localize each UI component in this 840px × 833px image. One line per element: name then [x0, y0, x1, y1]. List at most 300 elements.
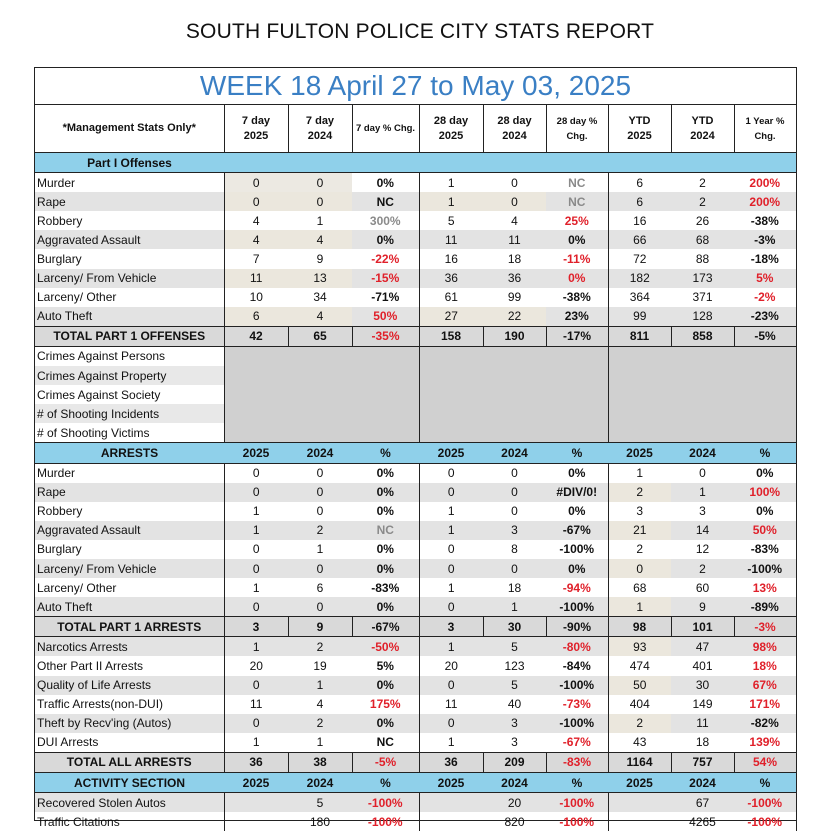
stat-cell	[608, 793, 671, 813]
stat-cell: 1	[288, 676, 352, 695]
stat-cell: -100%	[734, 559, 796, 578]
stat-cell: 100%	[734, 483, 796, 502]
stat-cell: -94%	[546, 578, 608, 597]
stat-cell: 0%	[352, 463, 419, 483]
total-cell: -5%	[734, 326, 796, 346]
blank-grey-cell	[419, 404, 608, 423]
stat-cell: 0	[288, 597, 352, 617]
stat-cell: 98%	[734, 637, 796, 657]
stat-cell: 401	[692, 658, 713, 673]
stat-cell: 8	[511, 542, 518, 557]
section-col-header: 2024	[288, 773, 352, 793]
total-cell: 30	[483, 617, 546, 637]
stat-cell: 0%	[546, 269, 608, 288]
section-col-header: 2025	[419, 443, 483, 463]
management-label: *Management Stats Only*	[35, 105, 224, 153]
stat-cell: 0	[419, 714, 483, 733]
report-title: SOUTH FULTON POLICE CITY STATS REPORT	[185, 20, 655, 43]
stat-cell: -11%	[546, 249, 608, 268]
blank-grey-cell	[224, 404, 419, 423]
stat-cell	[224, 812, 288, 831]
stat-cell: NC	[352, 733, 419, 753]
total-cell: 858	[671, 326, 734, 346]
stat-cell: 6	[224, 307, 288, 327]
total-cell: -5%	[352, 752, 419, 772]
section-title: ARRESTS	[35, 443, 224, 463]
stat-cell: NC	[546, 173, 608, 193]
stat-cell: 6	[608, 192, 671, 211]
stat-cell: 0	[316, 504, 324, 519]
stat-cell: 0	[483, 483, 546, 502]
stat-cell: 40	[507, 697, 522, 712]
stat-cell: 128	[671, 307, 734, 327]
row-label: Larceny/ From Vehicle	[35, 559, 224, 578]
stat-cell: 25%	[546, 211, 608, 230]
row-label: Traffic Citations	[35, 812, 224, 831]
table-row	[35, 483, 796, 502]
stat-cell: -100%	[352, 793, 419, 813]
stat-cell: -38%	[546, 288, 608, 307]
stat-cell: 34	[313, 290, 327, 305]
stat-cell: 0%	[546, 463, 608, 483]
stat-cell: 149	[692, 697, 713, 712]
stat-cell: 60	[695, 580, 710, 595]
stat-cell: 0	[419, 676, 483, 695]
stat-cell: 0	[419, 559, 483, 578]
stat-cell: 0	[511, 504, 518, 519]
total-cell: 36	[419, 752, 483, 772]
total-cell: 3	[224, 617, 288, 637]
blank-grey-cell	[608, 404, 796, 423]
stat-cell: 1	[252, 735, 260, 750]
stat-cell: 5%	[352, 656, 419, 675]
table-row	[35, 733, 796, 753]
stat-cell: 4	[252, 213, 260, 228]
stat-cell: 0	[483, 192, 546, 211]
stat-cell: 13%	[734, 578, 796, 597]
stat-cell: -100%	[352, 812, 419, 831]
stat-cell: 1	[419, 521, 483, 540]
stat-cell: 66	[608, 230, 671, 249]
stat-cell: -67%	[546, 521, 608, 540]
stat-cell: -3%	[734, 230, 796, 249]
section-part1	[35, 153, 796, 173]
stat-cell: 0%	[352, 540, 419, 559]
row-label: Recovered Stolen Autos	[35, 793, 224, 813]
stat-cell: 18	[507, 580, 522, 595]
stat-cell: 6	[636, 175, 644, 190]
stat-cell	[608, 812, 671, 831]
stat-cell: 36	[483, 269, 546, 288]
table-row	[35, 192, 796, 211]
stat-cell: 0	[224, 714, 288, 733]
section-col-header: 2025	[608, 443, 671, 463]
table-row	[35, 637, 796, 657]
table-row	[35, 714, 796, 733]
table-row	[35, 463, 796, 483]
stat-cell: 0%	[352, 676, 419, 695]
row-label: Traffic Arrests(non-DUI)	[35, 695, 224, 714]
section-col-header: 2024	[671, 443, 734, 463]
total-cell: 811	[608, 326, 671, 346]
stat-cell: 5	[447, 213, 455, 228]
row-label: Murder	[35, 463, 224, 483]
blank-grey-cell	[419, 423, 608, 443]
stat-cell: -2%	[734, 288, 796, 307]
blank-grey-cell	[419, 366, 608, 385]
row-label: Other Part II Arrests	[35, 656, 224, 675]
stat-cell: 0	[419, 483, 483, 502]
stat-cell: 5%	[734, 269, 796, 288]
stat-cell: 11	[483, 230, 546, 249]
stat-cell: 2	[288, 637, 352, 657]
section-col-header: 2024	[483, 443, 546, 463]
table-row	[35, 385, 796, 404]
stat-cell: 1	[483, 597, 546, 617]
column-header: 1 Year % Chg.	[734, 105, 796, 153]
table-row	[35, 559, 796, 578]
stat-cell: 0%	[734, 502, 796, 521]
total-cell: 190	[483, 326, 546, 346]
stat-cell: 2	[608, 483, 671, 502]
table-row	[35, 521, 796, 540]
stat-cell: 43	[633, 735, 647, 750]
section-title: ACTIVITY SECTION	[35, 773, 224, 793]
stat-cell: -83%	[352, 578, 419, 597]
stat-cell: 47	[671, 637, 734, 657]
row-label: Aggravated Assault	[35, 230, 224, 249]
section-col-header: %	[734, 773, 796, 793]
row-label: Crimes Against Persons	[35, 346, 224, 366]
stat-cell: 68	[671, 230, 734, 249]
stat-cell: 0	[447, 466, 455, 481]
stat-cell: 0	[288, 192, 352, 211]
table-row	[35, 366, 796, 385]
total-cell: -35%	[352, 326, 419, 346]
stat-cell: 300%	[352, 211, 419, 230]
row-label: Narcotics Arrests	[35, 637, 224, 657]
total-cell: 209	[483, 752, 546, 772]
table-row	[35, 695, 796, 714]
stat-cell: -100%	[546, 793, 608, 813]
section-blank	[288, 153, 352, 173]
stat-cell: 123	[504, 658, 525, 673]
column-header: YTD 2025	[608, 105, 671, 153]
table-row	[35, 578, 796, 597]
stats-table	[35, 105, 797, 831]
stat-cell: NC	[352, 192, 419, 211]
total-cell: -83%	[546, 752, 608, 772]
section-blank	[483, 153, 546, 173]
total-row	[35, 326, 796, 346]
stat-cell: 19	[313, 658, 327, 673]
total-cell: 36	[224, 752, 288, 772]
stat-cell: 20	[444, 658, 458, 673]
row-label: Aggravated Assault	[35, 521, 224, 540]
stat-cell: 5	[483, 637, 546, 657]
row-label: Theft by Recv'ing (Autos)	[35, 714, 224, 733]
row-label: Crimes Against Property	[35, 366, 224, 385]
stat-cell: 88	[695, 252, 710, 267]
section-col-header: 2024	[483, 773, 546, 793]
stat-cell: NC	[352, 521, 419, 540]
stat-cell: -80%	[546, 637, 608, 657]
stat-cell: 10	[249, 290, 263, 305]
total-cell: -3%	[734, 617, 796, 637]
row-label: Murder	[35, 173, 224, 193]
stat-cell: 16	[444, 252, 458, 267]
stat-cell: 11	[224, 269, 288, 288]
stat-cell: -100%	[546, 597, 608, 617]
stat-cell: 12	[695, 542, 710, 557]
stat-cell: 93	[608, 637, 671, 657]
blank-grey-cell	[224, 385, 419, 404]
stat-cell: 3	[511, 735, 518, 750]
stat-cell: 4	[224, 230, 288, 249]
stat-cell: 0	[288, 483, 352, 502]
stat-cell: 0%	[546, 559, 608, 578]
total-label: TOTAL PART 1 ARRESTS	[35, 617, 224, 637]
column-header: 7 day % Chg.	[352, 105, 419, 153]
stat-cell: 1	[608, 597, 671, 617]
stat-cell: -22%	[352, 249, 419, 268]
section-col-header: %	[546, 773, 608, 793]
stat-cell: 21	[608, 521, 671, 540]
table-row	[35, 656, 796, 675]
stat-cell: 2	[288, 714, 352, 733]
table-row	[35, 812, 796, 831]
table-row	[35, 346, 796, 366]
row-label: Robbery	[35, 211, 224, 230]
stat-cell: 0	[224, 483, 288, 502]
section-blank	[352, 153, 419, 173]
total-cell: -67%	[352, 617, 419, 637]
stat-cell: 1	[419, 192, 483, 211]
table-row	[35, 540, 796, 559]
section-title: Part I Offenses	[35, 153, 224, 173]
table-row	[35, 211, 796, 230]
stat-cell: 0	[224, 676, 288, 695]
section-blank	[608, 153, 671, 173]
total-cell: 757	[671, 752, 734, 772]
stat-cell: 18	[507, 252, 522, 267]
table-row	[35, 288, 796, 307]
stat-cell: 173	[671, 269, 734, 288]
table-row	[35, 502, 796, 521]
row-label: Rape	[35, 483, 224, 502]
blank-grey-cell	[608, 366, 796, 385]
stat-cell: 1	[224, 637, 288, 657]
stat-cell: 820	[504, 814, 525, 829]
section-blank	[419, 153, 483, 173]
stat-cell: 4265	[689, 814, 716, 829]
stat-cell: -82%	[734, 714, 796, 733]
stat-cell: 50%	[352, 307, 419, 327]
stat-cell: 1	[636, 466, 644, 481]
stat-cell: -15%	[352, 269, 419, 288]
total-cell: -90%	[546, 617, 608, 637]
total-label: TOTAL ALL ARRESTS	[35, 752, 224, 772]
stat-cell: 0%	[546, 502, 608, 521]
row-label: # of Shooting Victims	[35, 423, 224, 443]
row-label: Burglary	[35, 540, 224, 559]
stat-cell: 0%	[352, 559, 419, 578]
stat-cell: #DIV/0!	[546, 483, 608, 502]
stat-cell: 3	[483, 714, 546, 733]
total-cell: 42	[224, 326, 288, 346]
blank-grey-cell	[608, 346, 796, 366]
row-label: Larceny/ Other	[35, 288, 224, 307]
stat-cell: 0%	[352, 502, 419, 521]
stat-cell: 50%	[734, 521, 796, 540]
week-title: WEEK 18 April 27 to May 03, 2025	[35, 68, 796, 105]
stat-cell: 182	[608, 269, 671, 288]
stat-cell: 2	[636, 542, 644, 557]
stat-cell: -84%	[546, 656, 608, 675]
blank-grey-cell	[608, 385, 796, 404]
table-row	[35, 793, 796, 813]
stat-cell: 16	[633, 213, 647, 228]
section-col-header: %	[734, 443, 796, 463]
section-blank	[224, 153, 288, 173]
stat-cell: 1	[316, 213, 324, 228]
stat-cell: 0	[288, 559, 352, 578]
stat-cell: 175%	[352, 695, 419, 714]
stat-cell: 9	[316, 252, 324, 267]
stat-cell: -83%	[734, 540, 796, 559]
stat-cell: 4	[316, 697, 324, 712]
stat-cell: 1	[252, 504, 260, 519]
stat-cell: 2	[671, 192, 734, 211]
stat-cell: 99	[608, 307, 671, 327]
section-col-header: %	[352, 443, 419, 463]
stat-cell: 4	[288, 307, 352, 327]
row-label: Larceny/ From Vehicle	[35, 269, 224, 288]
table-row	[35, 423, 796, 443]
section-col-header: 2024	[671, 773, 734, 793]
stat-cell: 4	[511, 213, 518, 228]
table-row	[35, 269, 796, 288]
stat-cell: 0	[699, 466, 706, 481]
section-col-header: 2024	[288, 443, 352, 463]
stat-cell: -89%	[734, 597, 796, 617]
stat-cell: -67%	[546, 733, 608, 753]
stat-cell: -100%	[546, 812, 608, 831]
column-header: 7 day 2025	[224, 105, 288, 153]
stat-cell: -100%	[546, 540, 608, 559]
stat-cell: 1	[224, 521, 288, 540]
stat-cell: 6	[316, 580, 324, 595]
blank-grey-cell	[224, 346, 419, 366]
blank-grey-cell	[224, 366, 419, 385]
table-row	[35, 249, 796, 268]
stat-cell: -18%	[734, 249, 796, 268]
stat-cell: -71%	[352, 288, 419, 307]
row-label: Burglary	[35, 249, 224, 268]
stat-cell: 171%	[734, 695, 796, 714]
stat-cell: 1	[447, 580, 455, 595]
column-header: 28 day % Chg.	[546, 105, 608, 153]
stat-cell: 18%	[734, 656, 796, 675]
stat-cell: 0%	[734, 463, 796, 483]
section-col-header: 2025	[224, 443, 288, 463]
stat-cell: 0	[252, 542, 260, 557]
stat-cell: 5	[483, 676, 546, 695]
stat-cell	[224, 793, 288, 813]
stat-cell: 0%	[352, 714, 419, 733]
row-label: Crimes Against Society	[35, 385, 224, 404]
blank-grey-cell	[224, 423, 419, 443]
stat-cell: 7	[252, 252, 260, 267]
stat-cell: 3	[483, 521, 546, 540]
total-cell: 1164	[608, 752, 671, 772]
total-label: TOTAL PART 1 OFFENSES	[35, 326, 224, 346]
stat-cell: 67	[671, 793, 734, 813]
stat-cell: 0	[224, 559, 288, 578]
stat-cell: 364	[629, 290, 650, 305]
stat-cell: -50%	[352, 637, 419, 657]
stats-table-frame	[34, 67, 797, 829]
blank-grey-cell	[419, 385, 608, 404]
row-label: Larceny/ Other	[35, 578, 224, 597]
total-row	[35, 617, 796, 637]
total-row	[35, 752, 796, 772]
section-activity	[35, 773, 796, 793]
row-label: Quality of Life Arrests	[35, 676, 224, 695]
total-cell: -17%	[546, 326, 608, 346]
stat-cell: 0	[608, 559, 671, 578]
total-cell: 101	[671, 617, 734, 637]
stat-cell: -100%	[734, 793, 796, 813]
stat-cell: 1	[447, 504, 455, 519]
stat-cell: 26	[695, 213, 710, 228]
stat-cell: 0	[252, 466, 260, 481]
stat-cell: 1	[316, 735, 324, 750]
stat-cell: 11	[419, 230, 483, 249]
stat-cell: 61	[444, 290, 458, 305]
row-label: DUI Arrests	[35, 733, 224, 753]
stat-cell: -38%	[734, 211, 796, 230]
stat-cell: 11	[671, 714, 734, 733]
stat-cell: -73%	[546, 695, 608, 714]
stat-cell: 200%	[734, 173, 796, 193]
stat-cell: -100%	[546, 676, 608, 695]
section-blank	[671, 153, 734, 173]
stat-cell: 0%	[352, 230, 419, 249]
stat-cell: 3	[699, 504, 706, 519]
stat-cell: 2	[608, 714, 671, 733]
stat-cell: 23%	[546, 307, 608, 327]
total-cell: 9	[288, 617, 352, 637]
stat-cell: 0%	[352, 597, 419, 617]
stat-cell: 2	[671, 559, 734, 578]
stat-cell: 1	[252, 580, 260, 595]
stat-cell: 68	[633, 580, 647, 595]
stat-cell: 0	[419, 597, 483, 617]
stat-cell: 180	[309, 814, 331, 829]
row-label: # of Shooting Incidents	[35, 404, 224, 423]
stat-cell: 0	[224, 192, 288, 211]
row-label: Auto Theft	[35, 307, 224, 327]
stat-cell: 371	[692, 290, 713, 305]
stat-cell: -23%	[734, 307, 796, 327]
total-cell: 98	[608, 617, 671, 637]
stat-cell: 1	[447, 735, 455, 750]
stat-cell: 36	[419, 269, 483, 288]
stat-cell: 0%	[546, 230, 608, 249]
stat-cell: 18	[695, 735, 710, 750]
section-col-header: %	[546, 443, 608, 463]
